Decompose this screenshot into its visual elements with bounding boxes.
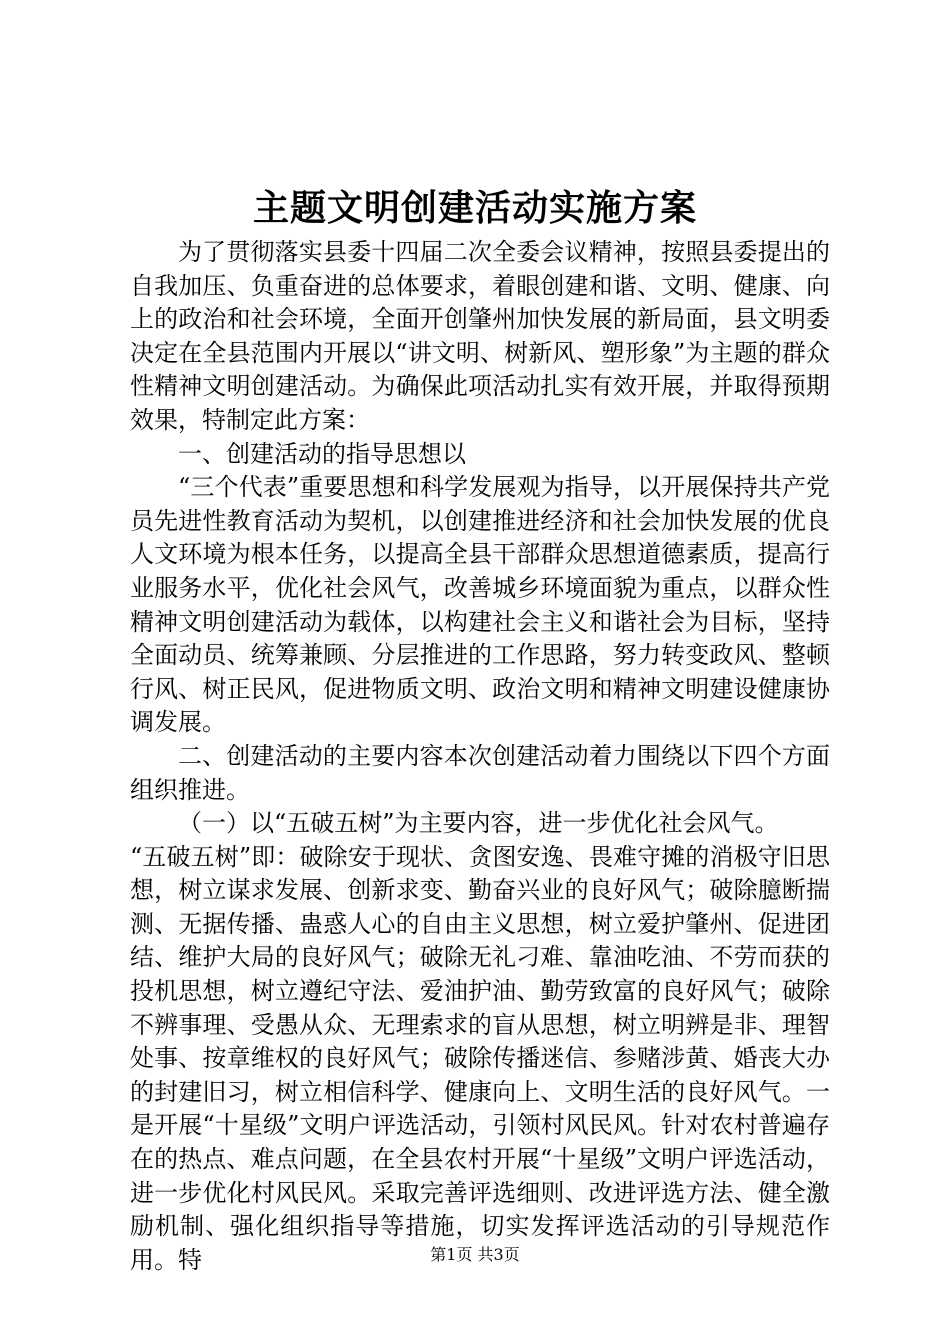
section-heading-guiding-thought: 一、创建活动的指导思想以	[178, 439, 466, 468]
document-body	[130, 236, 830, 1277]
intro-paragraph: 为了贯彻落实县委十四届二次全委会议精神，按照县委提出的自我加压、负重奋进的总体要求，着眼创建和谐、文明、健康、向上的政治和社会环境，全面开创肇州加快发展的新局面，县文明委决定在全县范围内开展以“讲文明、树新风、塑形象”为主题的群众性精神文明创建活动。为确保此项活动扎实有效开展，并取得预期效果，特制定此方案：	[130, 238, 830, 434]
page-footer: 第1页 共3页	[430, 1245, 520, 1264]
section-heading-main-content: 二、创建活动的主要内容本次创建活动着力围绕以下四个方面组织推进。	[130, 741, 830, 804]
subsection-heading-five-breaks: （一）以“五破五树”为主要内容，进一步优化社会风气。	[178, 809, 779, 838]
page-title: 主题文明创建活动实施方案	[252, 187, 697, 229]
guiding-thought-paragraph: “三个代表”重要思想和科学发展观为指导，以开展保持共产党员先进性教育活动为契机，以创建推进经济和社会加快发展的优良人文环境为根本任务，以提高全县干部群众思想道德素质，提高行业服务水平，优化社会风气，改善城乡环境面貌为重点，以群众性精神文明创建活动为载体，以构建社会主义和谐社会为目标，坚持全面动员、统筹兼顾、分层推进的工作思路，努力转变政风、整顿行风、树正民风，促进物质文明、政治文明和精神文明建设健康协调发展。	[130, 473, 830, 737]
five-breaks-paragraph: “五破五树”即：破除安于现状、贪图安逸、畏难守摊的消极守旧思想，树立谋求发展、创新求变、勤奋兴业的良好风气；破除臆断揣测、无据传播、蛊惑人心的自由主义思想，树立爱护肇州、促进团结、维护大局的良好风气；破除无礼刁难、靠油吃油、不劳而获的投机思想，树立遵纪守法、爱油护油、勤劳致富的良好风气；破除不辨事理、受愚从众、无理索求的盲从思想，树立明辨是非、理智处事、按章维权的良好风气；破除传播迷信、参赌涉黄、婚丧大办的封建旧习，树立相信科学、健康向上、文明生活的良好风气。一是开展“十星级”文明户评选活动，引领村风民风。针对农村普遍存在的热点、难点问题，在全县农村开展“十星级”文明户评选活动，进一步优化村风民风。采取完善评选细则、改进评选方法、健全激励机制、强化组织指导等措施，切实发挥评选活动的引导规范作用。特	[130, 842, 830, 1274]
